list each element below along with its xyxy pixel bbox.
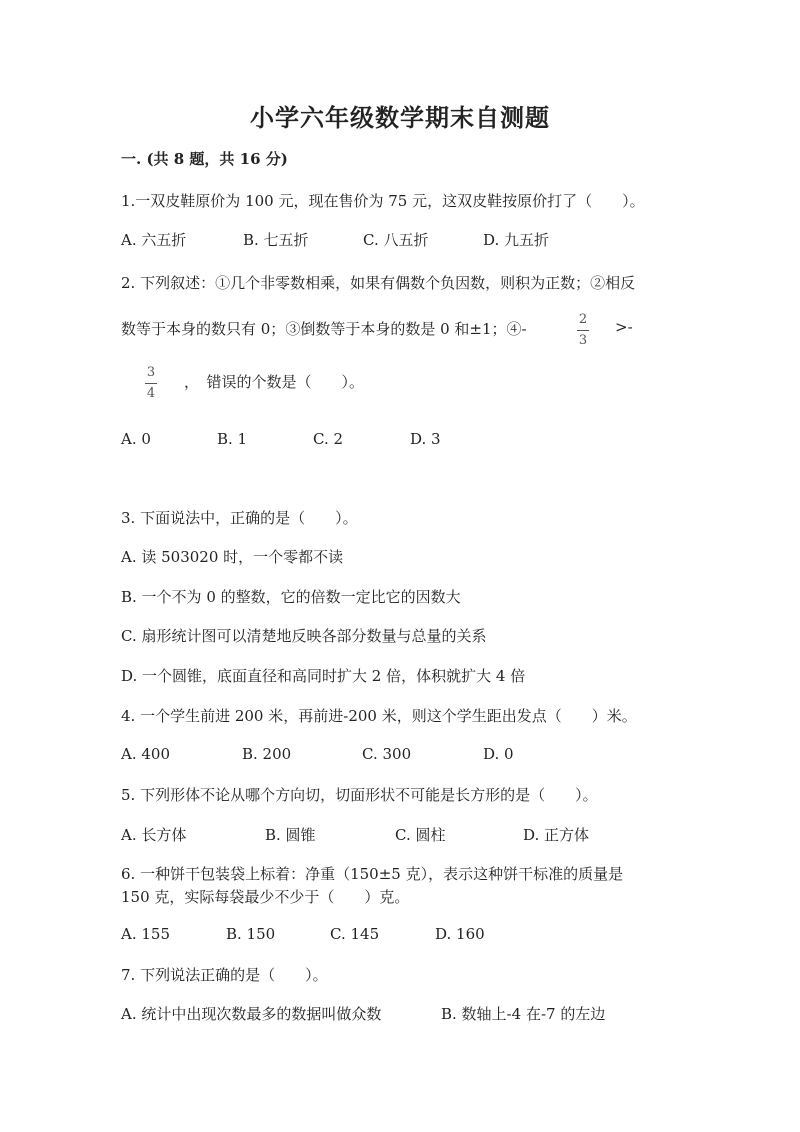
question-2-stem-line-3: ， 错误的个数是（ ）。 bbox=[184, 373, 365, 391]
question-2-option-b[interactable]: B. 1 bbox=[217, 430, 248, 448]
question-3-option-b[interactable]: B. 一个不为 0 的整数，它的倍数一定比它的因数大 bbox=[121, 588, 461, 606]
fraction-two-thirds bbox=[577, 313, 589, 348]
fraction-bar bbox=[145, 383, 157, 384]
question-6-stem-line-1: 6. 一种饼干包装袋上标着：净重（150±5 克），表示这种饼干标准的质量是 bbox=[121, 865, 624, 883]
question-5-option-a[interactable]: A. 长方体 bbox=[121, 826, 187, 844]
fraction-three-quarters bbox=[145, 366, 157, 401]
question-1-option-d[interactable]: D. 九五折 bbox=[483, 231, 550, 249]
question-6-option-a[interactable]: A. 155 bbox=[121, 925, 170, 943]
question-2-option-a[interactable]: A. 0 bbox=[121, 430, 151, 448]
question-4-option-b[interactable]: B. 200 bbox=[242, 745, 292, 763]
fraction-numerator: 3 bbox=[146, 365, 156, 380]
question-1-option-a[interactable]: A. 六五折 bbox=[121, 231, 187, 249]
greater-than-negative: >- bbox=[615, 318, 633, 336]
question-7-option-b[interactable]: B. 数轴上-4 在-7 的左边 bbox=[441, 1005, 606, 1023]
question-2-stem-line-1: 2. 下列叙述：①几个非零数相乘，如果有偶数个负因数，则积为正数；②相反 bbox=[121, 274, 636, 292]
fraction-bar bbox=[577, 330, 589, 331]
question-4-option-a[interactable]: A. 400 bbox=[121, 745, 170, 763]
question-6-stem-line-2: 150 克，实际每袋最少不少于（ ）克。 bbox=[121, 888, 410, 906]
question-2-option-c[interactable]: C. 2 bbox=[313, 430, 344, 448]
question-6-option-c[interactable]: C. 145 bbox=[330, 925, 380, 943]
question-1-option-c[interactable]: C. 八五折 bbox=[363, 231, 429, 249]
question-7-option-a[interactable]: A. 统计中出现次数最多的数据叫做众数 bbox=[121, 1005, 382, 1023]
question-5-option-c[interactable]: C. 圆柱 bbox=[395, 826, 446, 844]
question-3-stem: 3. 下面说法中，正确的是（ ）。 bbox=[121, 509, 358, 527]
question-1-stem: 1.一双皮鞋原价为 100 元，现在售价为 75 元，这双皮鞋按原价打了（ ）。 bbox=[121, 192, 645, 210]
question-3-option-a[interactable]: A. 读 503020 时，一个零都不读 bbox=[121, 548, 344, 566]
section-heading: 一. (共 8 题，共 16 分) bbox=[121, 150, 288, 168]
question-5-option-d[interactable]: D. 正方体 bbox=[523, 826, 590, 844]
fraction-numerator: 2 bbox=[578, 312, 588, 327]
question-3-option-d[interactable]: D. 一个圆锥，底面直径和高同时扩大 2 倍，体积就扩大 4 倍 bbox=[121, 667, 526, 685]
question-2-option-d[interactable]: D. 3 bbox=[410, 430, 441, 448]
question-6-option-b[interactable]: B. 150 bbox=[226, 925, 276, 943]
question-5-stem: 5. 下列形体不论从哪个方向切，切面形状不可能是长方形的是（ ）。 bbox=[121, 786, 598, 804]
question-3-option-c[interactable]: C. 扇形统计图可以清楚地反映各部分数量与总量的关系 bbox=[121, 627, 487, 645]
fraction-denominator: 4 bbox=[146, 386, 156, 401]
question-4-option-c[interactable]: C. 300 bbox=[362, 745, 412, 763]
page-title: 小学六年级数学期末自测题 bbox=[250, 103, 550, 132]
question-4-option-d[interactable]: D. 0 bbox=[483, 745, 514, 763]
question-5-option-b[interactable]: B. 圆锥 bbox=[265, 826, 316, 844]
question-6-option-d[interactable]: D. 160 bbox=[435, 925, 485, 943]
question-2-stem-line-2: 数等于本身的数只有 0；③倒数等于本身的数是 0 和±1；④- bbox=[121, 320, 527, 338]
question-7-stem: 7. 下列说法正确的是（ ）。 bbox=[121, 966, 328, 984]
fraction-denominator: 3 bbox=[578, 333, 588, 348]
question-1-option-b[interactable]: B. 七五折 bbox=[243, 231, 309, 249]
question-4-stem: 4. 一个学生前进 200 米，再前进-200 米，则这个学生距出发点（ ）米。 bbox=[121, 707, 637, 725]
